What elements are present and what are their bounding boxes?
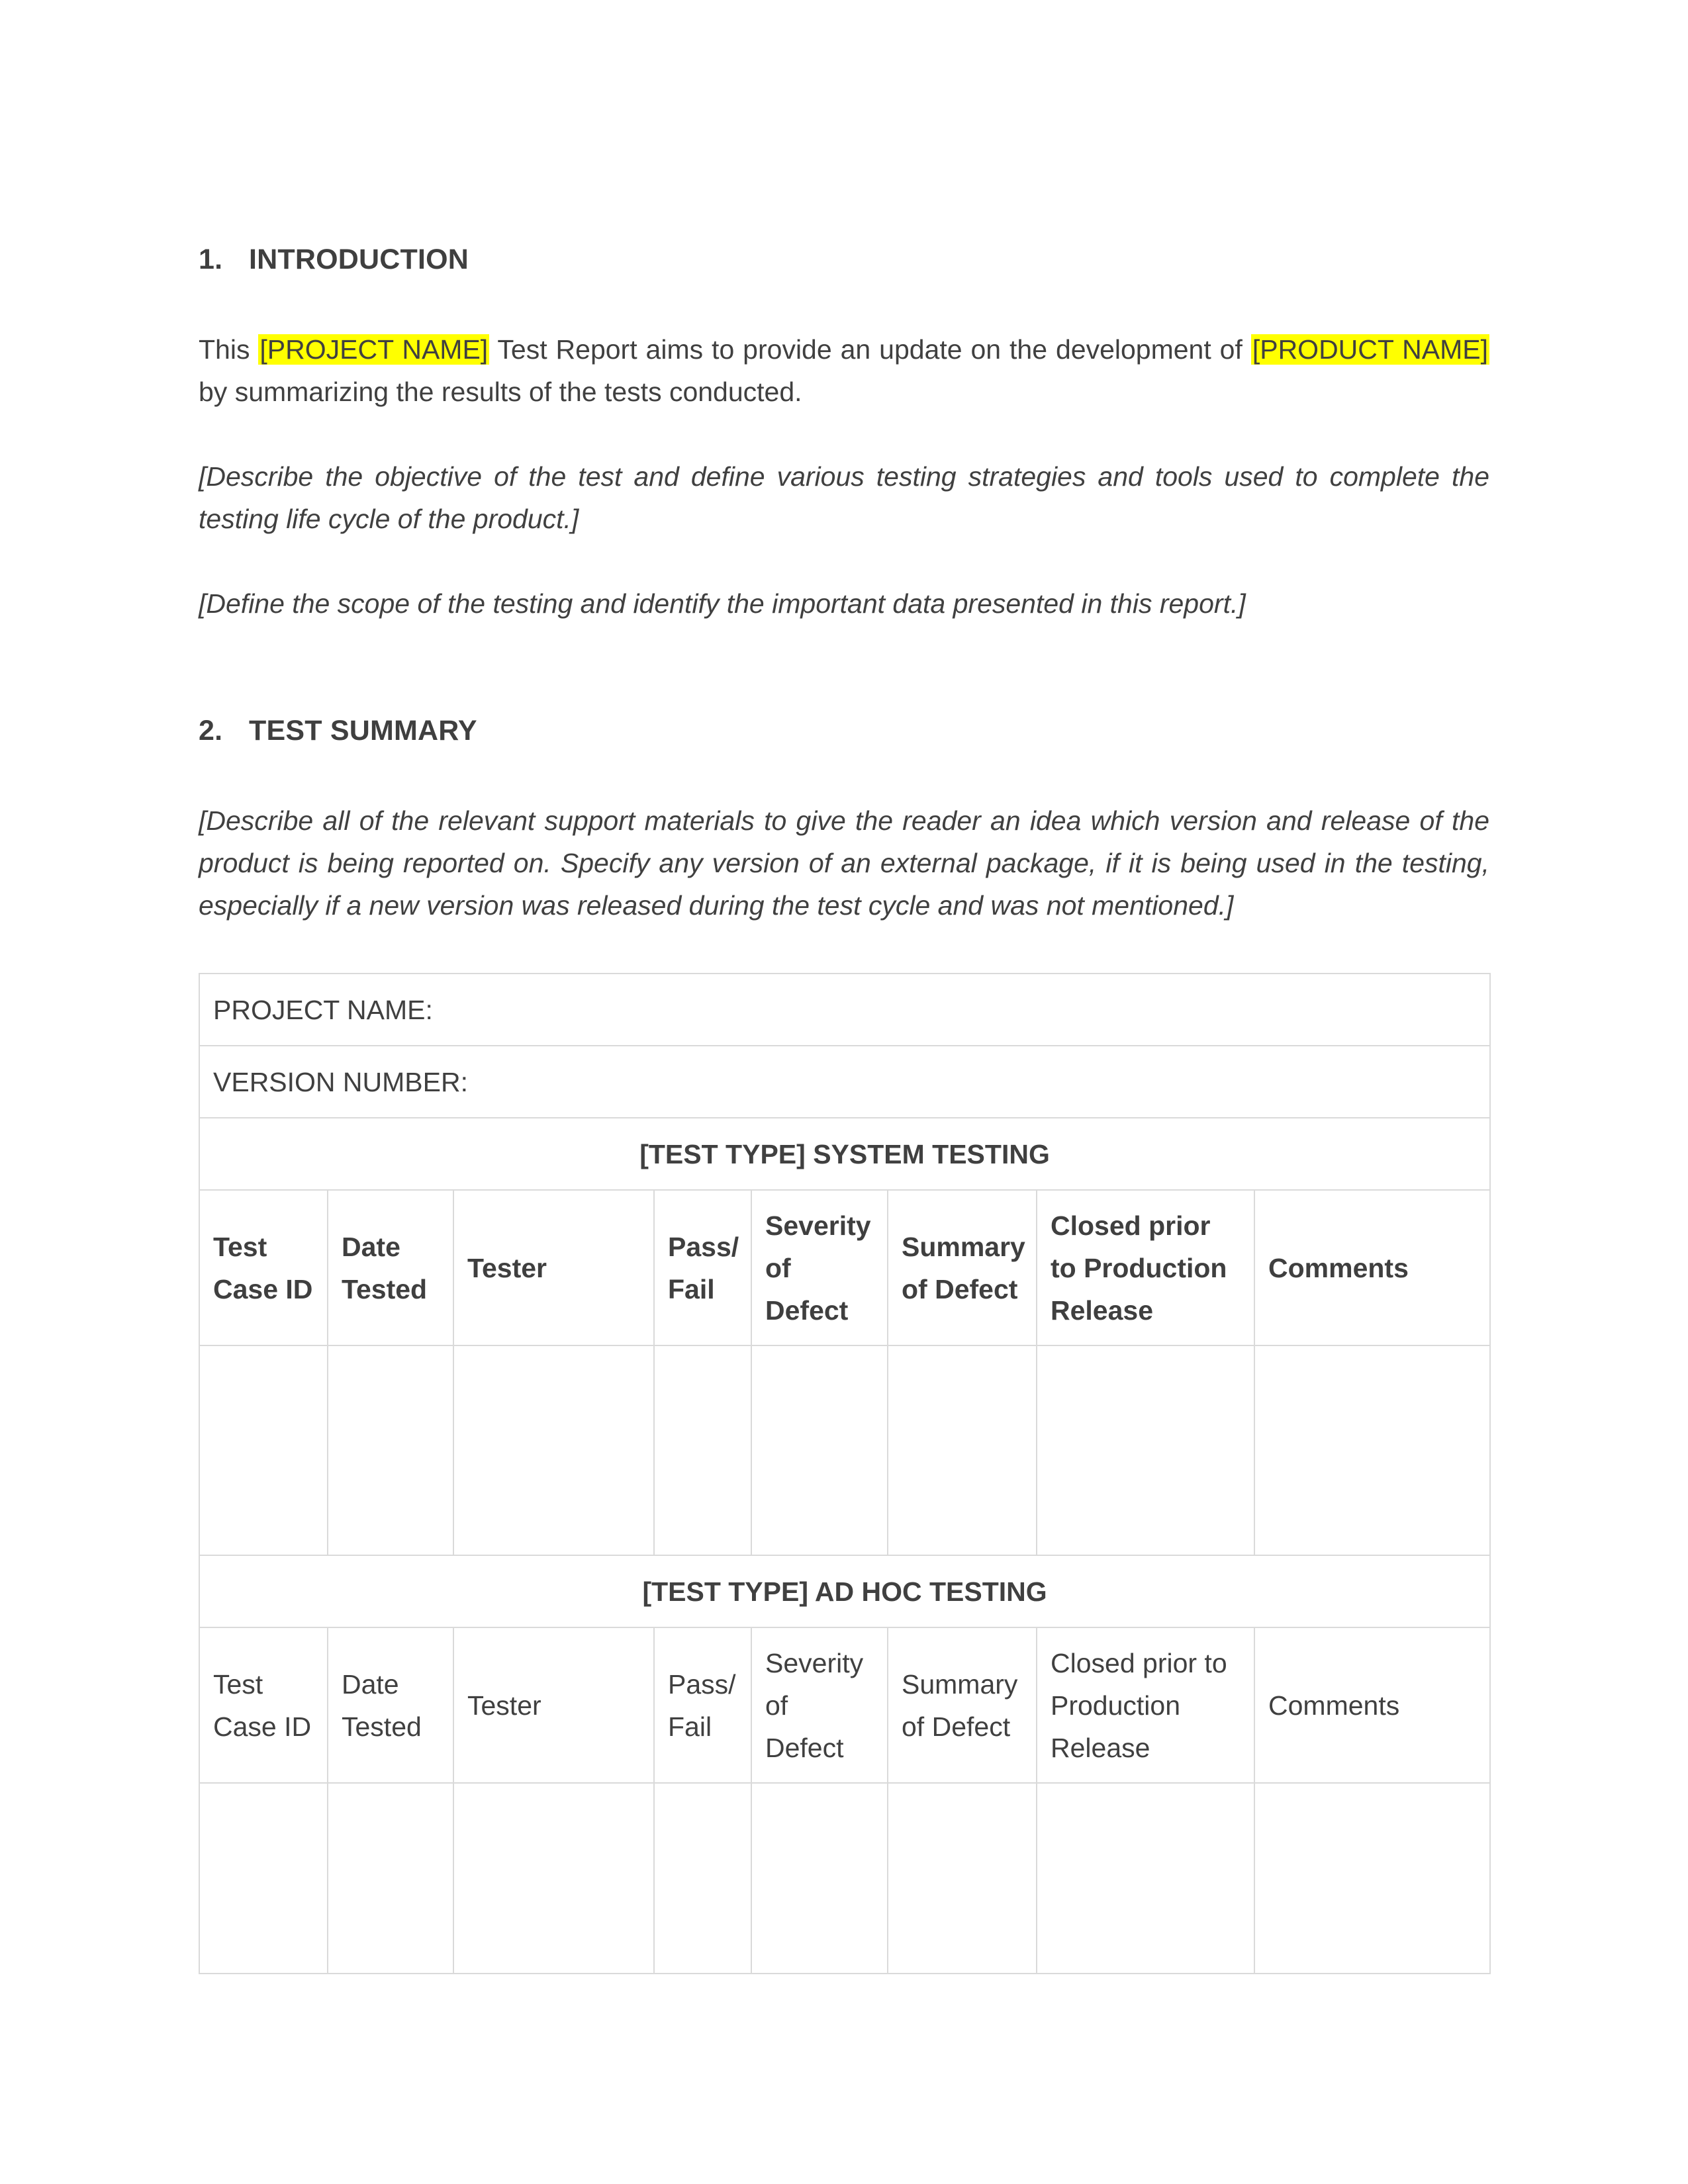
empty-cell[interactable] xyxy=(888,1783,1037,1974)
section-title: INTRODUCTION xyxy=(249,244,469,275)
col-severity: Severity of Defect xyxy=(751,1190,888,1345)
col-date-tested: Date Tested xyxy=(328,1627,453,1783)
col-closed: Closed prior to Production Release xyxy=(1037,1190,1254,1345)
col-summary: Summary of Defect xyxy=(888,1190,1037,1345)
intro-text: This xyxy=(199,334,259,365)
col-pass-fail: Pass/ Fail xyxy=(654,1190,751,1345)
empty-cell[interactable] xyxy=(453,1345,654,1555)
scope-instruction: [Define the scope of the testing and identify the important data presented in this report.] xyxy=(199,588,1246,619)
col-severity: Severity of Defect xyxy=(751,1627,888,1783)
ad-hoc-testing-title: [TEST TYPE] AD HOC TESTING xyxy=(199,1555,1490,1627)
system-testing-title: [TEST TYPE] SYSTEM TESTING xyxy=(199,1118,1490,1190)
system-testing-section-row xyxy=(199,1118,1490,1190)
col-comments: Comments xyxy=(1254,1627,1490,1783)
ad-hoc-testing-data-row xyxy=(199,1783,1490,1974)
empty-cell[interactable] xyxy=(199,1783,328,1974)
empty-cell[interactable] xyxy=(1254,1345,1490,1555)
col-comments: Comments xyxy=(1254,1190,1490,1345)
col-tester: Tester xyxy=(453,1627,654,1783)
version-number-row xyxy=(199,1046,1490,1118)
summary-instruction: [Describe all of the relevant support materials to give the reader an idea which version and release of the product is being reported on. Specify any version of an external package, if it is being used in the testing, especially if a new version was released during the test cycle and was not mentioned.] xyxy=(199,805,1489,921)
col-pass-fail: Pass/ Fail xyxy=(654,1627,751,1783)
empty-cell[interactable] xyxy=(453,1783,654,1974)
project-name-field[interactable]: PROJECT NAME: xyxy=(199,974,1490,1046)
empty-cell[interactable] xyxy=(888,1345,1037,1555)
empty-cell[interactable] xyxy=(654,1345,751,1555)
empty-cell[interactable] xyxy=(1037,1783,1254,1974)
section-number: 2. xyxy=(199,715,223,747)
empty-cell[interactable] xyxy=(1037,1345,1254,1555)
empty-cell[interactable] xyxy=(1254,1783,1490,1974)
objective-instruction: [Describe the objective of the test and define various testing strategies and tools used to complete the testing life cycle of the product.] xyxy=(199,461,1489,534)
intro-paragraph xyxy=(199,328,1489,413)
col-test-case-id: Test Case ID xyxy=(199,1627,328,1783)
empty-cell[interactable] xyxy=(328,1783,453,1974)
empty-cell[interactable] xyxy=(751,1783,888,1974)
system-testing-header-row xyxy=(199,1190,1490,1345)
system-testing-data-row xyxy=(199,1345,1490,1555)
col-closed: Closed prior to Production Release xyxy=(1037,1627,1254,1783)
project-name-row xyxy=(199,974,1490,1046)
section-title: TEST SUMMARY xyxy=(249,715,477,747)
section-heading-introduction xyxy=(199,244,469,276)
test-report-table xyxy=(199,973,1491,1974)
col-tester: Tester xyxy=(453,1190,654,1345)
intro-text: Test Report aims to provide an update on the development of xyxy=(489,334,1251,365)
ad-hoc-testing-header-row xyxy=(199,1627,1490,1783)
col-test-case-id: Test Case ID xyxy=(199,1190,328,1345)
ad-hoc-testing-section-row xyxy=(199,1555,1490,1627)
section-heading-test-summary xyxy=(199,715,477,747)
empty-cell[interactable] xyxy=(199,1345,328,1555)
empty-cell[interactable] xyxy=(751,1345,888,1555)
empty-cell[interactable] xyxy=(328,1345,453,1555)
product-name-placeholder: [PRODUCT NAME] xyxy=(1252,334,1488,365)
empty-cell[interactable] xyxy=(654,1783,751,1974)
section-number: 1. xyxy=(199,244,223,275)
project-name-placeholder: [PROJECT NAME] xyxy=(259,334,489,365)
col-date-tested: Date Tested xyxy=(328,1190,453,1345)
col-summary: Summary of Defect xyxy=(888,1627,1037,1783)
version-number-field[interactable]: VERSION NUMBER: xyxy=(199,1046,1490,1118)
intro-text: by summarizing the results of the tests conducted. xyxy=(199,377,802,407)
